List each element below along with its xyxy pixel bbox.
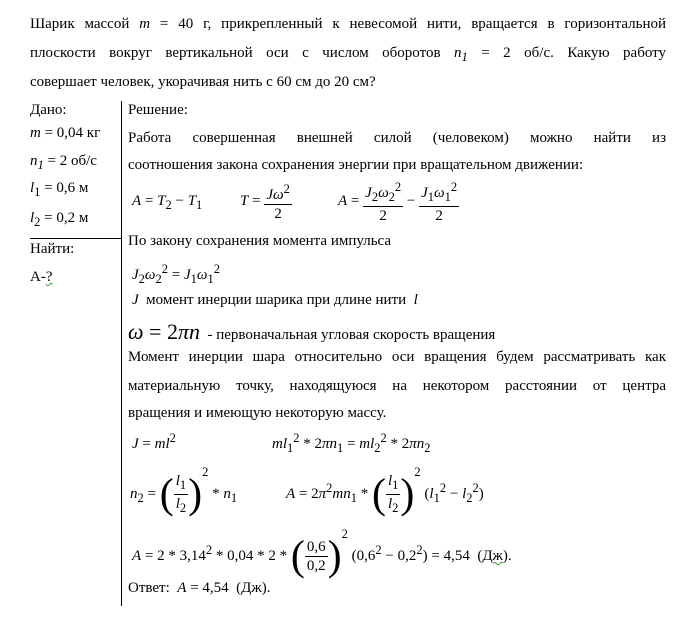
eq-n2: $n_2$ = ( $\frac{l_1}{l_2}$ )$^2 * n_1$ — [130, 465, 238, 518]
problem-line-2: плоскости вокруг вертикальной оси с числом оборотов $n_1 = 2$ об/с. Какую работу — [30, 45, 666, 64]
eq-angular-momentum: $J_2\omega_2^2 = J_1\omega_1^2$ — [132, 262, 220, 286]
problem-line-1: Шарик массой m = 40 г, прикрепленный к невесомой нити, вращается в горизонтальной — [30, 16, 666, 32]
eq-work-final: $A = 2\pi^2mn_1$ * ( $\frac{l_1}{l_2}$ )$^2$ $(l_1^2 - l_2^2)$ — [286, 465, 484, 518]
solution-p5-line1: Момент инерции шара относительно оси вращения будем рассматривать как — [128, 349, 666, 365]
column-divider — [121, 101, 122, 606]
solution-p5-line2: материальную точку, находящуюся на некотором расстоянии от центра — [128, 378, 666, 394]
solution-p2: По закону сохранения момента импульса — [128, 233, 392, 249]
eq-work-difference: A = $\frac{J_2\omega_2^2}{2}$ − $\frac{J_1\omega_1^2}{2}$ — [338, 180, 458, 224]
answer: Ответ: A = 4,54 (Дж). — [128, 580, 271, 596]
given-l1: $l_1 = 0,6$ м — [30, 180, 89, 199]
given-header: Дано: — [30, 102, 67, 118]
eq-work-kinetic: $A = T_2 - T_1$ — [132, 193, 203, 212]
given-l2: $l_2 = 0,2$ м — [30, 210, 89, 229]
solution-p4: ω = 2πn - первоначальная угловая скорость вращения — [128, 319, 496, 344]
find-header: Найти: — [30, 241, 75, 257]
solution-header: Решение: — [128, 102, 188, 118]
given-mass: m = 0,04 кг — [30, 125, 101, 141]
solution-p1-line1: Работа совершенная внешней силой (человеком) можно найти из — [128, 130, 666, 146]
problem-line-3: совершает человек, укорачивая нить с 60 см до 20 см? — [30, 74, 376, 90]
given-divider — [30, 238, 122, 239]
given-n1: $n_1 = 2$ об/с — [30, 153, 97, 172]
eq-kinetic-energy: T = $\frac{J\omega^2}{2}$ — [240, 182, 290, 222]
eq-momentum-balance: $ml_1^2 * 2\pi n_1 = ml_2^2 * 2\pi n_2$ — [272, 431, 431, 455]
eq-numeric: A = 2 * 3,14$^2$ * 0,04 * 2 * ( $\frac{0,6}{0,2}$ )$^2$ $(0,6^2 - 0,2^2) = 4,54$ (Дж). — [132, 527, 512, 580]
solution-p5-line3: вращения и имеющую некоторую массу. — [128, 405, 387, 421]
solution-p3: J момент инерции шарика при длине нити l — [132, 292, 418, 308]
eq-moment-inertia: $J = ml^2$ — [132, 431, 176, 452]
find-value: А-? — [30, 269, 53, 285]
solution-p1-line2: соотношения закона сохранения энергии при вращательном движении: — [128, 157, 584, 173]
